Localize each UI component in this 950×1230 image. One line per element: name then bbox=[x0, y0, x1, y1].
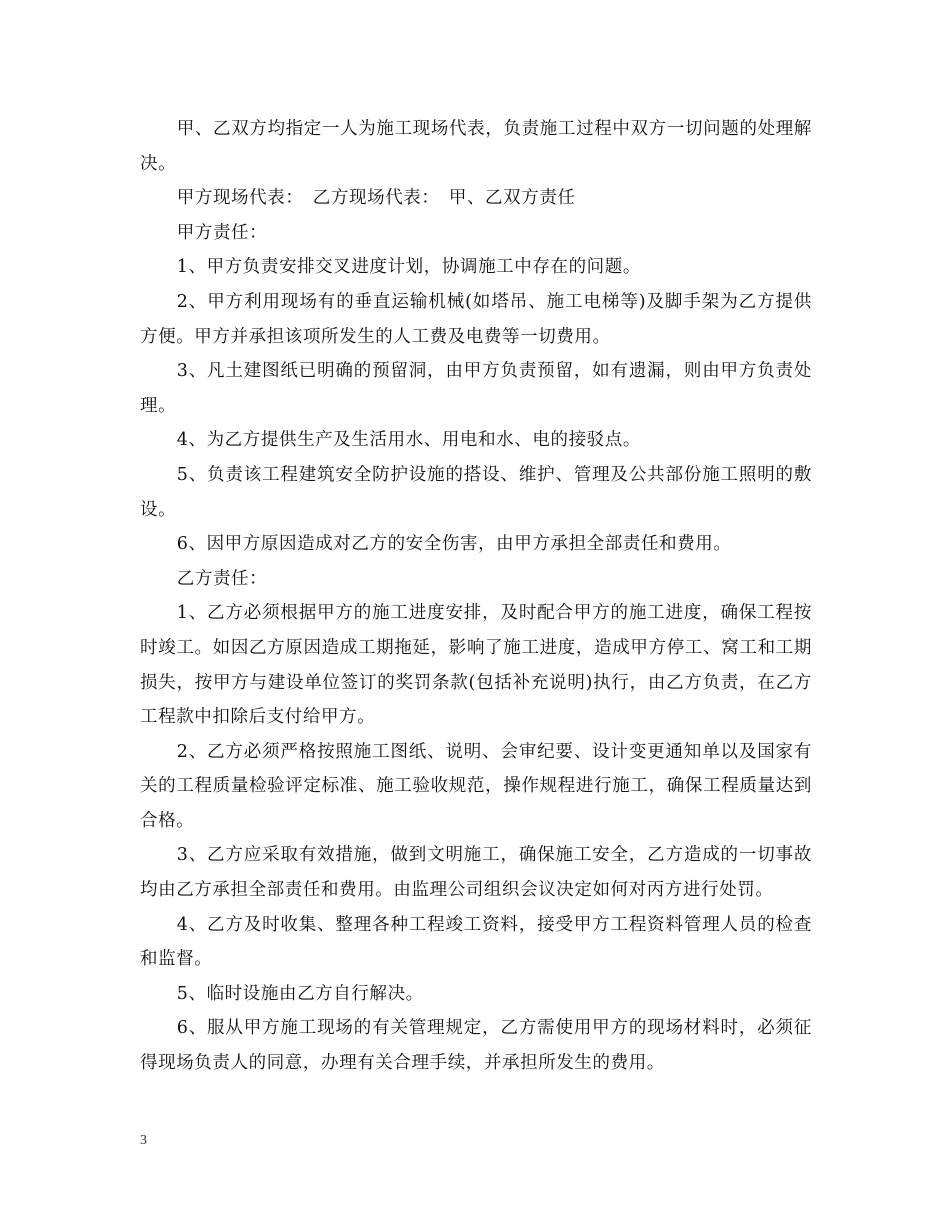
paragraph-party-a-item-5: 5、负责该工程建筑安全防护设施的搭设、维护、管理及公共部份施工照明的敷设。 bbox=[140, 464, 812, 520]
paragraph-party-b-item-4: 4、乙方及时收集、整理各种工程竣工资料，接受甲方工程资料管理人员的检查和监督。 bbox=[140, 914, 812, 970]
paragraph-party-a-item-3: 3、凡土建图纸已明确的预留洞，由甲方负责预留，如有遗漏，则由甲方负责处理。 bbox=[140, 361, 812, 416]
paragraph-party-a-item-2: 2、甲方利用现场有的垂直运输机械(如塔吊、施工电梯等)及脚手架为乙方提供方便。甲方并承担该项所发生的人工费及电费等一切费用。 bbox=[140, 291, 812, 347]
paragraph-party-b-item-2: 2、乙方必须严格按照施工图纸、说明、会审纪要、设计变更通知单以及国家有关的工程质量检验评定标准、施工验收规范，操作规程进行施工，确保工程质量达到合格。 bbox=[140, 741, 812, 831]
heading-party-a-responsibilities: 甲方责任： bbox=[176, 222, 268, 243]
paragraph-party-b-item-6: 6、服从甲方施工现场的有关管理规定，乙方需使用甲方的现场材料时，必须征得现场负责人的同意，办理有关合理手续，并承担所发生的费用。 bbox=[140, 1018, 812, 1074]
paragraph-representative-names: 甲方现场代表： 乙方现场代表： 甲、乙双方责任 bbox=[176, 188, 576, 209]
page-number: 3 bbox=[140, 1133, 147, 1148]
document-body bbox=[140, 112, 812, 1081]
paragraph-party-a-item-4: 4、为乙方提供生产及生活用水、用电和水、电的接驳点。 bbox=[176, 430, 641, 451]
paragraph-party-b-item-5: 5、临时设施由乙方自行解决。 bbox=[176, 983, 424, 1004]
paragraph-party-a-item-6: 6、因甲方原因造成对乙方的安全伤害，由甲方承担全部责任和费用。 bbox=[176, 534, 732, 555]
paragraph-party-b-item-1: 1、乙方必须根据甲方的施工进度安排，及时配合甲方的施工进度，确保工程按时竣工。如因乙方原因造成工期拖延，影响了施工进度，造成甲方停工、窝工和工期损失，按甲方与建设单位签订的奖罚条款(包括补充说明)执行，由乙方负责，在乙方工程款中扣除后支付给甲方。 bbox=[140, 603, 812, 728]
paragraph-site-representatives: 甲、乙双方均指定一人为施工现场代表，负责施工过程中双方一切问题的处理解决。 bbox=[140, 119, 812, 174]
paragraph-party-b-item-3: 3、乙方应采取有效措施，做到文明施工，确保施工安全，乙方造成的一切事故均由乙方承担全部责任和费用。由监理公司组织会议决定如何对丙方进行处罚。 bbox=[140, 845, 812, 901]
heading-party-b-responsibilities: 乙方责任： bbox=[176, 568, 268, 589]
paragraph-party-a-item-1: 1、甲方负责安排交叉进度计划，协调施工中存在的问题。 bbox=[176, 257, 641, 278]
